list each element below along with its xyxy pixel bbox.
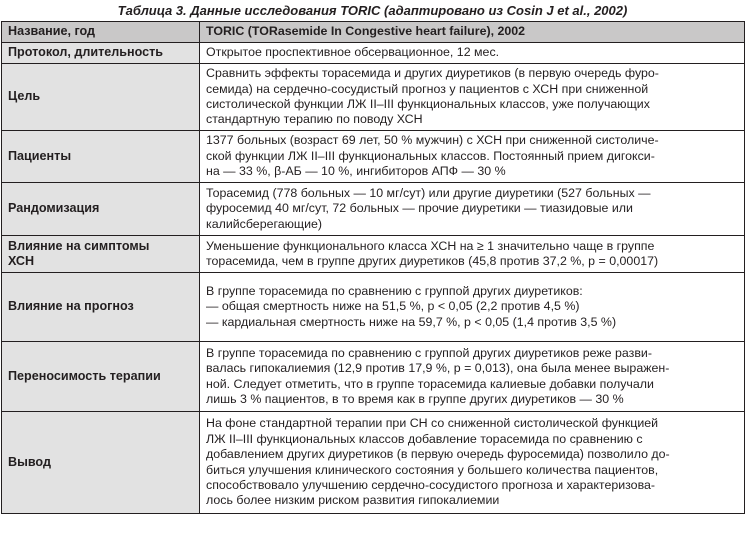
table-row-protocol bbox=[2, 43, 745, 64]
row-value-tolerability: В группе торасемида по сравнению с группой других диуретиков реже разви- валась гипокалиемия (12,9 против 17,9 %, p = 0,013), она была менее выражен- ной. Следует отметить, что в группе торасемида калиевые добавки получали лишь 3 % пациентов, в то время как в группе других диуретиков — 30 % bbox=[200, 342, 745, 412]
table-row-goal bbox=[2, 64, 745, 131]
toric-study-table bbox=[1, 21, 745, 514]
table-caption: Таблица 3. Данные исследования TORIC (адаптировано из Cosin J et al., 2002) bbox=[117, 3, 628, 18]
row-value-randomization: Торасемид (778 больных — 10 мг/сут) или другие диуретики (527 больных — фуросемид 40 мг/сут, 72 больных — прочие диуретики — тиазидовые или калийсберегающие) bbox=[200, 183, 745, 236]
table-row-conclusion bbox=[2, 412, 745, 514]
table-row-symptoms bbox=[2, 236, 745, 273]
row-key-patients: Пациенты bbox=[2, 131, 200, 183]
row-key-conclusion: Вывод bbox=[2, 412, 200, 514]
row-key-prognosis: Влияние на прогноз bbox=[2, 273, 200, 342]
table-row-patients bbox=[2, 131, 745, 183]
row-key-goal: Цель bbox=[2, 64, 200, 131]
row-key-protocol: Протокол, длительность bbox=[2, 43, 200, 64]
row-value-protocol: Открытое проспективное обсервационное, 12 мес. bbox=[200, 43, 745, 64]
row-key-tolerability: Переносимость терапии bbox=[2, 342, 200, 412]
row-value-patients: 1377 больных (возраст 69 лет, 50 % мужчин) с ХСН при сниженной систоличе- ской функции ЛЖ II–III функциональных классов. Постоянный прием дигокси- на — 33 %, β-АБ — 10 %, ингибиторов АПФ — 30 % bbox=[200, 131, 745, 183]
header-key-cell: Название, год bbox=[2, 22, 200, 43]
table-row-randomization bbox=[2, 183, 745, 236]
table-header-row bbox=[2, 22, 745, 43]
row-value-conclusion: На фоне стандартной терапии при СН со сниженной систолической функцией ЛЖ II–III функциональных классов добавление торасемида по сравнению с добавлением других диуретиков (в первую очередь фуросемида) позволило до- биться улучшения клинического состояния у большего количества пациентов, способствовало улучшению сердечно-сосудистого прогноза и характеризова- лось более низким риском развития гипокалиемии bbox=[200, 412, 745, 514]
row-value-prognosis: В группе торасемида по сравнению с группой других диуретиков: — общая смертность ниже на 51,5 %, p < 0,05 (2,2 против 4,5 %) — кардиальная смертность ниже на 59,7 %, p < 0,05 (1,4 против 3,5 %) bbox=[200, 273, 745, 342]
row-key-symptoms: Влияние на симптомы ХСН bbox=[2, 236, 200, 273]
table-row-prognosis bbox=[2, 273, 745, 342]
row-value-goal: Сравнить эффекты торасемида и других диуретиков (в первую очередь фуро- семида) на сердечно-сосудистый прогноз у пациентов с ХСН при сниженной систолической функции ЛЖ II–III функциональных классов, уже получающих стандартную терапию по поводу ХСН bbox=[200, 64, 745, 131]
row-key-randomization: Рандомизация bbox=[2, 183, 200, 236]
table-row-tolerability bbox=[2, 342, 745, 412]
header-value-cell: TORIC (TORasemide In Congestive heart failure), 2002 bbox=[200, 22, 745, 43]
row-value-symptoms: Уменьшение функционального класса ХСН на ≥ 1 значительно чаще в группе торасемида, чем в группе других диуретиков (45,8 против 37,2 %, p = 0,00017) bbox=[200, 236, 745, 273]
